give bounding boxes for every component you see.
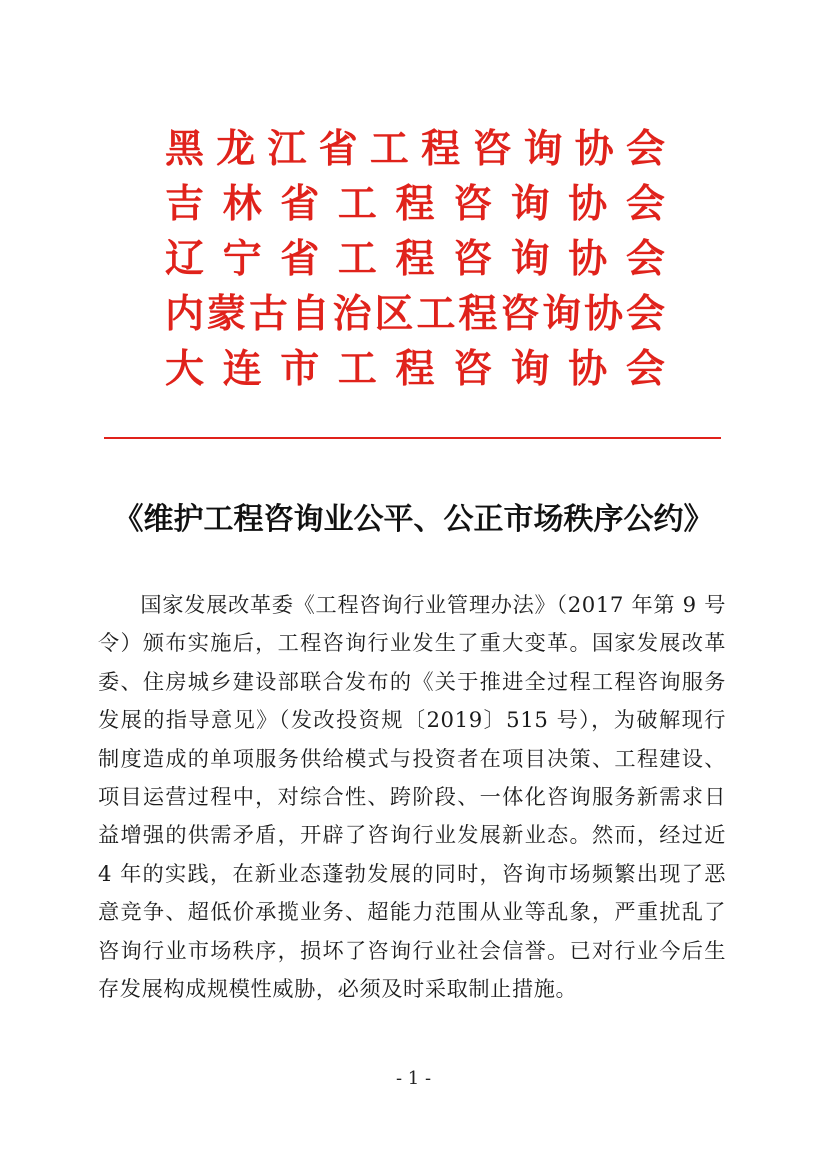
red-divider-line [104, 437, 721, 439]
issuer-line [165, 232, 665, 287]
issuer-character: 会 [625, 291, 665, 337]
issuer-character: 古 [248, 291, 288, 337]
issuer-line [165, 122, 665, 177]
issuer-character: 工 [337, 236, 377, 282]
issuer-line [165, 287, 665, 342]
issuer-character: 程 [395, 346, 435, 392]
document-title: 《维护工程咨询业公平、公正市场秩序公约》 [113, 502, 714, 537]
issuer-character: 询 [510, 346, 550, 392]
issuer-character: 协 [574, 126, 614, 172]
issuer-character: 协 [584, 291, 624, 337]
issuer-character: 工 [369, 126, 409, 172]
issuer-character: 自 [290, 291, 330, 337]
issuer-character: 咨 [453, 181, 493, 227]
issuer-character: 省 [318, 126, 358, 172]
issuer-character: 龙 [216, 126, 256, 172]
issuer-character: 询 [542, 291, 582, 337]
issuer-character: 蒙 [206, 291, 246, 337]
issuer-character: 咨 [453, 236, 493, 282]
issuer-character: 询 [510, 236, 550, 282]
issuer-character: 咨 [500, 291, 540, 337]
issuer-character: 协 [568, 346, 608, 392]
issuer-character: 省 [280, 181, 320, 227]
issuer-character: 程 [395, 181, 435, 227]
issuer-character: 会 [625, 126, 665, 172]
issuer-character: 协 [568, 236, 608, 282]
issuer-character: 黑 [165, 126, 205, 172]
issuer-header [165, 122, 665, 397]
issuer-character: 连 [222, 346, 262, 392]
issuer-character: 询 [510, 181, 550, 227]
issuer-character: 询 [523, 126, 563, 172]
page-number: - 1 - [395, 1068, 432, 1089]
issuer-character: 宁 [222, 236, 262, 282]
issuer-character: 大 [165, 346, 205, 392]
issuer-character: 协 [568, 181, 608, 227]
issuer-character: 工 [337, 181, 377, 227]
issuer-character: 工 [337, 346, 377, 392]
issuer-character: 内 [165, 291, 205, 337]
issuer-character: 会 [625, 181, 665, 227]
issuer-line [165, 177, 665, 232]
issuer-character: 江 [267, 126, 307, 172]
issuer-character: 程 [421, 126, 461, 172]
issuer-character: 程 [395, 236, 435, 282]
issuer-character: 辽 [165, 236, 205, 282]
issuer-character: 会 [625, 346, 665, 392]
issuer-character: 会 [625, 236, 665, 282]
issuer-character: 林 [222, 181, 262, 227]
issuer-character: 市 [280, 346, 320, 392]
issuer-character: 咨 [472, 126, 512, 172]
issuer-character: 程 [458, 291, 498, 337]
issuer-character: 省 [280, 236, 320, 282]
issuer-character: 吉 [165, 181, 205, 227]
body-paragraph: 国家发展改革委《工程咨询行业管理办法》（2017 年第 9 号令）颁布实施后，工程咨询行业发生了重大变革。国家发展改革委、住房城乡建设部联合发布的《关于推进全过程工程咨询服务发展的指导意见》（发改投资规〔2019〕515 号），为破解现行制度造成的单项服务供给模式与投资者在项目决策、工程建设、项目运营过程中，对综合性、跨阶段、一体化咨询服务新需求日益增强的供需矛盾，开辟了咨询行业发展新业态。然而，经过近 4 年的实践，在新业态蓬勃发展的同时，咨询市场频繁出现了恶意竞争、超低价承揽业务、超能力范围从业等乱象，严重扰乱了咨询行业市场秩序，损坏了咨询行业社会信誉。已对行业今后生存发展构成规模性威胁，必须及时采取制止措施。 [98, 592, 726, 1002]
issuer-line [165, 342, 665, 397]
issuer-character: 治 [332, 291, 372, 337]
issuer-character: 咨 [453, 346, 493, 392]
issuer-character: 工 [416, 291, 456, 337]
issuer-character: 区 [374, 291, 414, 337]
